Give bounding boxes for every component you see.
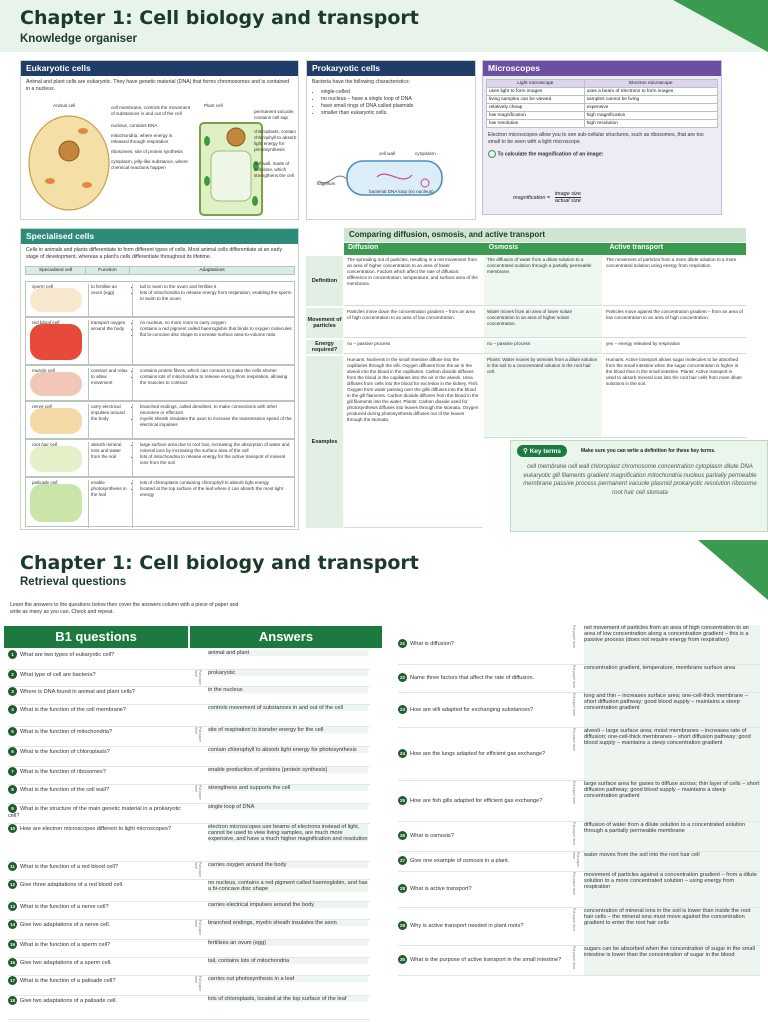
answer-text: lots of chloroplasts, located at the top surface of the leaf [208,996,368,1002]
question-number: 13 [9,904,16,909]
key-terms-title: Key terms [529,448,562,455]
comparison-cell: The movement of particles from a more dilute solution to a more concentrated solution using energy from respiration. [603,256,746,306]
question-text: 11 What is the function of a red blood cell? [8,862,184,871]
list-item: • tail to swim to the ovum and fertilise it [140,284,292,290]
cell-adaptations [132,320,292,366]
fold-label: Put paper here [572,872,576,896]
formula [513,191,581,204]
comparison-cell: Plants: Water moves by osmosis from a dilute solution in the soil to a concentrated solution in the root hair cell. [484,356,602,438]
answer-text: alveoli – large surface area; moist membranes – increases rate of diffusion; one-cell-thick membranes – short diffusion pathway; good blood supply – maintains a steep concentration gradient [584,728,760,780]
list-item: • contains protein fibres, which can contract to make the cells shorter [140,368,292,374]
specialised-heading: Specialised cells [21,229,298,244]
row-label: Energy required? [306,340,343,354]
microscope-table [486,79,718,128]
col-active: Active transport [609,244,664,251]
table-row [25,317,295,365]
specialised-table [25,266,295,275]
question-text: 29 Why is active transport needed in plant roots? [399,923,524,929]
list-item: • smaller than eukaryotic cells. [321,110,470,117]
list-item: • single-celled [321,89,470,96]
plant-vacuole [211,151,251,201]
question-number: 25 [399,797,406,803]
fold-label: Put paper here [194,862,202,878]
fold-label: Put paper here [194,785,202,801]
fold-label: Put paper here [572,822,576,846]
comparison-cell: no – passive process [344,340,483,354]
table-row [487,96,718,104]
question-row [8,958,370,976]
answer-text: carries out photosynthesis in a leaf [208,976,368,982]
question-row [398,852,760,872]
animal-nucleus [59,141,79,161]
comparison-cell: Particles move against the concentration gradient – from an area of low concentration to an area of high concentration. [603,308,746,338]
question-number: 12 [9,882,16,887]
question-text: 28 What is active transport? [399,886,472,892]
cell-picture [30,484,82,522]
key-terms-note: Make sure you can write a definition for these key terms. [581,448,716,454]
formula-numerator: image size [554,191,581,197]
col-light: Light microscope [487,80,585,88]
question-text: 10 How are electron microscopes different to light microscopes? [9,826,171,832]
formula-label: magnification = [513,194,551,201]
animal-mitochondrion [45,178,55,184]
eukaryotic-intro: Animal and plant cells are eukaryotic. They have genetic material (DNA) that forms chromosomes and is contained in a nucleus. [26,79,290,93]
list-item: • lots of chloroplasts containing chlorophyll to absorb light energy [140,480,292,486]
cell-name: sperm cell [32,284,53,289]
question-number: 5 [8,727,17,736]
cell: living samples can be viewed [487,96,585,104]
answer-text: contain chlorophyll to absorb light energy for photosynthesis [208,747,368,753]
table-row [25,401,295,439]
cell-function: absorb mineral ions and water from the soil [88,442,128,478]
clock-icon [488,150,496,158]
question-row [8,940,370,958]
chloroplast [204,136,210,146]
question-row [398,728,760,781]
microscopes-heading: Microscopes [483,61,721,76]
specialised-box [20,228,299,530]
question-row [8,747,370,767]
list-item: • large surface area due to root hair, increasing the absorption of water and mineral ions by increasing the surface area of the cell [140,442,292,454]
comparison-cell: Humans: Nutrients in the small intestine diffuse into the capillaries through the villi. Oxygen diffuses from the air in the alveoli into the blood in the capillaries. Carbon dioxide diffuses from the blood in the capillaries into the air in the alveoli. Urea diffuses from cells into the blood for excretion in the kidney. Fish: Oxygen from water passing over the gills diffuses into the blood in the gill filaments. Carbon dioxide diffuses from the blood in the gill filaments into the water. Plants: Carbon dioxide used for photosynthesis diffuses into leaves through the stomata. Oxygen produced during photosynthesis diffuses out of the leaves through the stomata. [344,356,483,528]
cell: samples cannot be living [584,96,717,104]
label-membrane: cell membrane, controls the movement of substances in and out of the cell [111,105,191,116]
eukaryotic-box [20,60,299,220]
cell-name: root hair cell [32,442,58,447]
bottom-header [0,540,768,600]
cell-adaptations [132,284,292,318]
question-number: 11 [8,862,17,871]
list-item: • contains a red pigment called haemoglobin that binds to oxygen molecules [140,326,292,332]
table-row [487,88,718,96]
question-number: 16 [9,960,16,965]
fold-label: Put paper here [572,946,576,970]
question-row [8,862,370,880]
corner-decoration [698,540,768,600]
animal-mitochondrion [82,182,92,188]
cell-name: nerve cell [32,404,52,409]
cell-adaptations [132,404,292,440]
answer-text: animal and plant [208,650,368,656]
question-row [8,804,370,824]
list-item: • branched endings, called dendrites, to make connections with other neurones or effectors [140,404,292,416]
prokaryotic-list [307,89,475,117]
comparing-col-heads [344,243,746,255]
col-electron: Electron microscope [584,80,717,88]
question-row [8,785,370,804]
fold-label: Put paper here [194,976,202,992]
answer-text: site of respiration to transfer energy for the cell [208,727,368,733]
cell-picture [30,446,82,472]
answer-text: large surface area for gases to diffuse across; thin layer of cells – short diffusion pathway; good blood supply – maintains a steep concentration gradient [584,781,760,821]
answer-text: carries electrical impulses around the body [208,902,368,908]
col-osmosis: Osmosis [488,244,519,251]
comparison-cell: Particles move down the concentration gradient – from an area of high concentration to an area of low concentration. [344,308,483,338]
question-row [8,727,370,747]
question-number: 28 [399,886,406,891]
answer-text: branched endings, myelin sheath insulates the axon [208,920,368,926]
row-label: Movement of particles [306,308,343,338]
cell-name: palisade cell [32,480,58,485]
label-cell-wall: cell wall, made of cellulose, which strengthens the cell [254,160,294,178]
question-text: 27 Give one example of osmosis in a plant. [399,858,510,864]
plant-nucleus [227,128,245,146]
label-chloroplasts: chloroplasts, contain chlorophyll to absorb light energy for photosynthesis [254,128,297,152]
cell-name: red blood cell [32,320,60,325]
bacteria-label-row [369,189,469,195]
row-label: Examples [306,356,343,528]
fold-label: Put paper here [572,781,576,805]
cell: low resolution [487,120,585,128]
label-ribosomes: ribosomes, site of protein synthesis [111,148,183,154]
key-icon: ⚲ [523,448,528,455]
table-row [25,365,295,401]
question-row [398,625,760,665]
cell: high resolution [584,120,717,128]
question-text: 5 What is the function of mitochondria? [8,727,184,736]
cell: relatively cheap [487,104,585,112]
answer-text: movement of particles against a concentration gradient – from a dilute solution to a more concentrated solution – using energy from respiration [584,872,760,907]
animal-mitochondrion [78,128,88,134]
question-text: 26 What is osmosis? [399,833,454,839]
question-number: 10 [9,826,16,831]
question-row [8,996,370,1020]
plant-labels [254,109,298,179]
answer-text: net movement of particles from an area of high concentration to an area of low concentration along a concentration gradient – this is a passive process (does not require energy from respiration) [584,625,760,664]
question-text: 22 Name three factors that affect the rate of diffusion. [399,675,535,681]
fold-label: Put paper here [572,693,576,717]
eukaryotic-heading: Eukaryotic cells [21,61,298,76]
chloroplast [204,176,210,186]
question-text: 3 Where is DNA found in animal and plant cells? [8,687,184,696]
cell-function: to fertilise an ovum (egg) [88,284,128,318]
list-item: • contains lots of mitochondria to release energy from respiration, allowing the muscles to contract [140,374,292,386]
cell: uses light to form images [487,88,585,96]
key-terms-heading [517,445,567,457]
question-number: 23 [399,706,406,712]
cell-function: transport oxygen around the body [88,320,128,366]
question-row [8,920,370,940]
question-number: 22 [399,675,406,680]
cell-function: contract and relax to allow movement [88,368,128,402]
label-vacuole: permanent vacuole, contains cell sap [254,109,295,120]
bottom-subtitle: Retrieval questions [20,576,127,588]
list-item: • myelin sheath insulates the axon to increase the transmission speed of the electrical impulses [140,416,292,428]
answer-text: strengthens and supports the cell [208,785,368,791]
answer-text: tail, contains lots of mitochondria [208,958,368,964]
list-item: • lots of mitochondria to release energy from respiration, enabling the sperm to swim to the ovum [140,290,292,302]
cell-function: carry electrical impulses around the body [88,404,128,440]
question-text: 2 What type of cell are bacteria? [8,670,184,679]
page-subtitle: Knowledge organiser [20,33,137,45]
cell-adaptations [132,368,292,402]
specialised-intro: Cells in animals and plants differentiate to form different types of cells. Most animal cells differentiate at an early stage of development, whereas a plant's cells differentiate throughout its lifetime. [26,247,283,261]
question-row [8,650,370,670]
question-text: 17 What is the function of a palisade cell? [9,978,116,984]
list-item: • lots of mitochondria to release energy for the active transport of mineral ions from the soil [140,454,292,466]
page-title: Chapter 1: Cell biology and transport [20,7,419,29]
col-diffusion: Diffusion [348,244,379,251]
cell: expensive [584,104,717,112]
table-row [487,104,718,112]
cell-picture [30,324,82,360]
microscopes-box [482,60,722,215]
bacterium-diagram [317,139,472,209]
question-number: 7 [8,767,17,776]
cell-picture [30,408,82,434]
answer-text: controls movement of substances in and out of the cell [208,705,368,711]
question-number: 21 [399,641,406,646]
question-text: 13 What is the function of a nerve cell? [9,904,109,910]
question-row [8,705,370,727]
question-row [8,670,370,687]
cell: high magnification [584,112,717,120]
question-row [398,693,760,728]
list-item: • flat bi-concave disc shape to increase surface area-to-volume ratio [140,332,292,338]
question-row [8,902,370,920]
table-row [25,477,295,527]
question-text: 14 Give two adaptations of a nerve cell. [9,922,111,928]
question-number: 6 [8,747,17,756]
cell-name: muscle cell [32,368,55,373]
cell-picture [30,288,82,312]
question-row [8,824,370,862]
answer-text: carries oxygen around the body [208,862,368,868]
question-text: 30 What is the purpose of active transport in the small intestine? [399,957,562,963]
col-function: Function [86,267,130,275]
col-cell: Specialised cell [26,267,86,275]
question-text: 21 What is diffusion? [399,641,455,647]
comparison-cell: yes – energy released by respiration [603,340,746,354]
col-adaptations: Adaptations [130,267,295,275]
answer-text: electron microscopes use beams of electrons instead of light, cannot be used to view living samples, are much more expensive, and have a much higher magnification and resolution [208,824,368,842]
answer-text: no nucleus, contains a red pigment called haemoglobin, and has a bi-concave disc shape [208,880,368,892]
prokaryotic-box [306,60,476,220]
list-item: • have small rings of DNA called plasmids [321,103,470,110]
bottom-title: Chapter 1: Cell biology and transport [20,552,419,574]
question-number: 30 [399,957,406,962]
fold-label: Put paper here [572,728,576,752]
cell-picture [30,372,82,396]
key-terms-box [510,440,768,532]
cell-adaptations [132,480,292,528]
label-cytoplasm-bac: cytoplasm [415,151,436,156]
comparison-cell: no – passive process [484,340,602,354]
prokaryotic-intro: Bacteria have the following characteristics: [312,79,411,85]
question-row [8,687,370,705]
question-text: 7 What is the function of ribosomes? [8,767,184,776]
comparison-cell: Humans: Active transport allows sugar molecules to be absorbed from the small intestine when the sugar concentration is higher in the blood than in the small intestine. Plants: Active transport is used to absorb mineral ions into the root hair cells from more dilute solutions in the soil. [603,356,746,438]
question-number: 27 [399,858,406,863]
fold-label: Put paper here [572,665,576,689]
top-header [0,0,768,60]
label-flagellum: flagellum [317,181,336,186]
fold-label: Put paper here [572,852,580,868]
answers-column-head: Answers [190,626,382,648]
chloroplast [252,196,258,206]
corner-decoration [673,0,768,52]
question-row [398,781,760,822]
question-row [398,946,760,976]
answer-text: diffusion of water from a dilute solution to a concentrated solution through a partially permeable membrane [584,822,760,851]
label-cytoplasm: cytoplasm, jelly-like substance, where chemical reactions happen [111,158,188,170]
cell: low magnification [487,112,585,120]
question-text: 6 What is the function of chloroplasts? [8,747,184,756]
question-number: 18 [9,998,16,1003]
label-mitochondria: mitochondria, where energy is released through respiration [111,132,173,144]
table-row [487,120,718,128]
cell: uses a beam of electrons to form images [584,88,717,96]
question-text: 1 What are two types of eukaryotic cell? [8,650,184,659]
question-number: 4 [8,705,17,714]
comparison-cell: The diffusion of water from a dilute solution to a concentrated solution through a partially permeable membrane. [484,256,602,306]
question-number: 3 [8,687,17,696]
answer-text: concentration gradient, temperature, membrane surface area [584,665,760,692]
question-row [8,767,370,785]
list-item: • located at the top surface of the leaf where it can absorb the most light energy [140,486,292,498]
question-number: 2 [8,670,17,679]
cell-function: enable photosynthesis in the leaf [88,480,128,528]
animal-cell-shape [29,116,109,210]
fold-label: Put paper here [194,727,202,743]
question-number: 15 [9,942,16,947]
row-label: Definition [306,256,343,306]
label-dna-loop: bacterial DNA loop (no nucleus) [369,189,434,194]
question-number: 8 [8,785,17,794]
label-cell-wall-bac: cell wall [379,151,396,156]
question-text: 9 What is the structure of the main genetic material in a prokaryotic cell? [8,806,182,819]
formula-denominator: actual size [554,198,581,204]
retrieval-intro: Learn the answers to the questions below then cover the answers column with a piece of paper and write as many as you can. Check and repeat. [10,602,239,616]
answer-text: sugars can be absorbed when the concentration of sugar in the small intestine is lower than the concentration of sugar in the blood [584,946,760,975]
question-row [398,872,760,908]
magnification-instruction [483,150,721,158]
microscope-note: Electron microscopes allow you to see sub-cellular structures, such as ribosomes, that are too small to be seen with a light microscope. [488,132,704,146]
plant-cell-label: Plant cell [204,103,223,108]
question-row [398,822,760,852]
answer-text: enable production of proteins (protein synthesis) [208,767,368,773]
question-text: 8 What is the function of the cell wall? [8,785,184,794]
fold-label: Put paper here [194,670,202,686]
questions-column-head: B1 questions [4,626,188,648]
question-text: 23 How are villi adapted for exchanging substances? [399,706,534,713]
label-nucleus: nucleus, contains DNA [111,122,158,128]
question-text: 4 What is the function of the cell membrane? [8,705,184,714]
cell-adaptations [132,442,292,478]
question-number: 29 [399,923,406,928]
list-item: • no nucleus, so more room to carry oxygen [140,320,292,326]
question-text: 16 Give two adaptations of a sperm cell. [9,960,112,966]
fold-label: Put paper here [194,920,202,936]
table-row [25,281,295,317]
comparing-heading: Comparing diffusion, osmosis, and active transport [344,228,746,242]
question-number: 9 [8,804,17,813]
fold-label: Put paper here [572,908,576,932]
question-row [8,880,370,902]
question-row [398,665,760,693]
animal-cell-label: Animal cell [53,103,76,108]
question-number: 26 [399,833,406,838]
calc-text: To calculate the magnification of an image: [497,151,604,158]
question-row [398,908,760,946]
question-number: 14 [9,922,16,927]
question-text: 12 Give three adaptations of a red blood cell. [9,882,124,888]
answer-text: concentration of mineral ions in the soil is lower than inside the root hair cells – the mineral ions must move against the concentration gradient to enter the root hair cells [584,908,760,945]
table-row [25,439,295,477]
table-row [487,112,718,120]
question-number: 1 [8,650,17,659]
question-text: 15 What is the function of a sperm cell? [9,942,111,948]
animal-labels [111,105,191,171]
comparison-cell: Water moves from an area of lower solute concentration to an area of higher solute concentration. [484,308,602,338]
answer-text: long and thin – increases surface area; one-cell-thick membrane – short diffusion pathway; good blood supply – maintains a steep concentration gradient [584,693,760,727]
question-number: 24 [399,750,406,756]
answer-text: fertilises an ovum (egg) [208,940,368,946]
answer-text: water moves from the soil into the root hair cell [584,852,760,871]
question-text: 25 How are fish gills adapted for efficient gas exchange? [399,797,543,804]
question-number: 17 [9,978,16,983]
answer-text: in the nucleus [208,687,368,693]
fold-label: Put paper here [572,625,576,649]
prokaryotic-heading: Prokaryotic cells [307,61,475,76]
key-terms-list: cell membrane cell wall chloroplast chromosome concentration cytoplasm dilute DNA eukaryotic gill filaments gradient magnification mitochondria nucleus partially permeable membrane passive process permanent vacuole plasmid prokaryotic resolution ribosome root hair cell stomata [523,464,757,497]
question-row [8,976,370,996]
question-text: 18 Give two adaptations of a palisade cell. [9,998,118,1004]
answer-text: prokaryotic [208,670,368,676]
answer-text: single loop of DNA [208,804,368,810]
comparison-cell: The spreading out of particles, resulting in a net movement from an area of higher concentration to an area of lower concentration. Factors which affect the rate of diffusion: difference in concentration, temperature, and surface area of the membrane. [344,256,483,306]
list-item: • no nucleus – have a single loop of DNA [321,96,470,103]
question-text: 24 How are the lungs adapted for efficient gas exchange? [399,750,546,757]
